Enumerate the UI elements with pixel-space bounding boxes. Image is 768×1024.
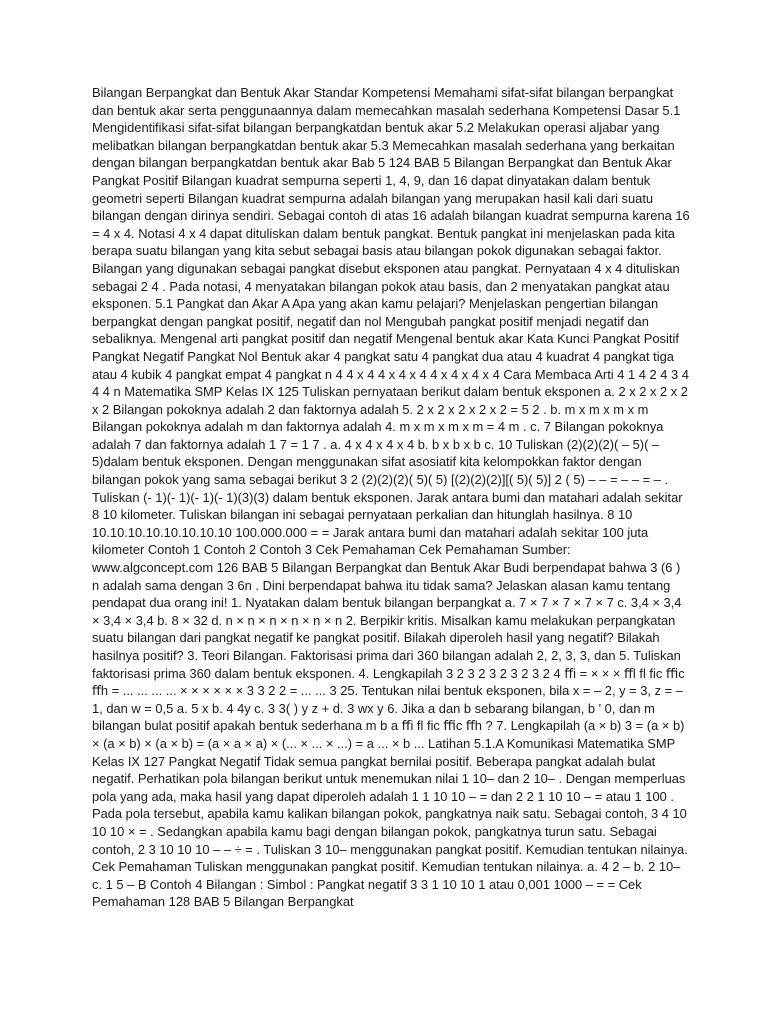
document-page xyxy=(92,84,690,911)
document-body-text: Bilangan Berpangkat dan Bentuk Akar Standar Kompetensi Memahami sifat-sifat bilangan berpangkat dan bentuk akar serta penggunaannya dalam memecahkan masalah sederhana Kompetensi Dasar 5.1 Mengidentifikasi sifat-sifat bilangan berpangkatdan bentuk akar 5.2 Melakukan operasi aljabar yang melibatkan bilangan berpangkatdan bentuk akar 5.3 Memecahkan masalah sederhana yang berkaitan dengan bilangan berpangkatdan bentuk akar Bab 5 124 BAB 5 Bilangan Berpangkat dan Bentuk Akar Pangkat Positif Bilangan kuadrat sempurna seperti 1, 4, 9, dan 16 dapat dinyatakan dalam bentuk geometri seperti Bilangan kuadrat sempurna adalah bilangan yang merupakan hasil kali dari suatu bilangan dengan dirinya sendiri. Sebagai contoh di atas 16 adalah bilangan kuadrat sempurna karena 16 = 4 x 4. Notasi 4 x 4 dapat dituliskan dalam bentuk pangkat. Bentuk pangkat ini menjelaskan pada kita berapa suatu bilangan yang kita sebut sebagai basis atau bilangan pokok digunakan sebagai faktor. Bilangan yang digunakan sebagai pangkat disebut eksponen atau pangkat. Pernyataan 4 x 4 dituliskan sebagai 2 4 . Pada notasi, 4 menyatakan bilangan pokok atau basis, dan 2 menyatakan pangkat atau eksponen. 5.1 Pangkat dan Akar A Apa yang akan kamu pelajari? Menjelaskan pengertian bilangan berpangkat dengan pangkat positif, negatif dan nol Mengubah pangkat positif menjadi negatif dan sebaliknya. Mengenal arti pangkat positif dan negatif Mengenal bentuk akar Kata Kunci Pangkat Positif Pangkat Negatif Pangkat Nol Bentuk akar 4 pangkat satu 4 pangkat dua atau 4 kuadrat 4 pangkat tiga atau 4 kubik 4 pangkat empat 4 pangkat n 4 4 x 4 4 x 4 x 4 4 x 4 x 4 x 4 Cara Membaca Arti 4 1 4 2 4 3 4 4 4 n Matematika SMP Kelas IX 125 Tuliskan pernyataan berikut dalam bentuk eksponen a. 2 x 2 x 2 x 2 x 2 Bilangan pokoknya adalah 2 dan faktornya adalah 5. 2 x 2 x 2 x 2 x 2 = 5 2 . b. m x m x m x m Bilangan pokoknya adalah m dan faktornya adalah 4. m x m x m x m = 4 m . c. 7 Bilangan pokoknya adalah 7 dan faktornya adalah 1 7 = 1 7 . a. 4 x 4 x 4 x 4 b. b x b x b c. 10 Tuliskan (2)(2)(2)( – 5)( – 5)dalam bentuk eksponen. Dengan menggunakan sifat asosiatif kita kelompokkan faktor dengan bilangan pokok yang sama sebagai berikut 3 2 (2)(2)(2)( 5)( 5) [(2)(2)(2)][( 5)( 5)] 2 ( 5) – – = – – = – . Tuliskan (- 1)(- 1)(- 1)(- 1)(3)(3) dalam bentuk eksponen. Jarak antara bumi dan matahari adalah sekitar 8 10 kilometer. Tuliskan bilangan ini sebagai pernyataan perkalian dan hitunglah hasilnya. 8 10 10.10.10.10.10.10.10.10 100.000.000 = = Jarak antara bumi dan matahari adalah sekitar 100 juta kilometer Contoh 1 Contoh 2 Contoh 3 Cek Pemahaman Cek Pemahaman Sumber: www.algconcept.com 126 BAB 5 Bilangan Berpangkat dan Bentuk Akar Budi berpendapat bahwa 3 (6 ) n adalah sama dengan 3 6n . Dini berpendapat bahwa itu tidak sama? Jelaskan alasan kamu tentang pendapat dua orang ini! 1. Nyatakan dalam bentuk bilangan berpangkat a. 7 × 7 × 7 × 7 × 7 c. 3,4 × 3,4 × 3,4 × 3,4 b. 8 × 32 d. n × n × n × n × n × n 2. Berpikir kritis. Misalkan kamu melakukan perpangkatan suatu bilangan dari pangkat negatif ke pangkat positif. Bilakah diperoleh hasil yang negatif? Bilakah hasilnya positif? 3. Teori Bilangan. Faktorisasi prima dari 360 bilangan adalah 2, 2, 3, 3, dan 5. Tuliskan faktorisasi prima 360 dalam bentuk eksponen. 4. Lengkapilah 3 2 3 2 3 2 3 2 3 2 4 ﬀi = × × × ﬀl ﬂ ﬁc ﬃc ﬀh = ... ... ... ... × × × × × × 3 3 2 2 = ... ... 3 25. Tentukan nilai bentuk eksponen, bila x = – 2, y = 3, z = – 1, dan w = 0,5 a. 5 x b. 4 4y c. 3 3( ) y z + d. 3 wx y 6. Jika a dan b sebarang bilangan, b ' 0, dan m bilangan bulat positif apakah bentuk sederhana m b a ﬀi ﬂ ﬁc ﬃc ﬀh ? 7. Lengkapilah (a × b) 3 = (a × b) × (a × b) × (a × b) = (a × a × a) × (... × ... × ...) = a ... × b ... Latihan 5.1.A Komunikasi Matematika SMP Kelas IX 127 Pangkat Negatif Tidak semua pangkat bernilai positif. Beberapa pangkat adalah bulat negatif. Perhatikan pola bilangan berikut untuk menemukan nilai 1 10– dan 2 10– . Dengan memperluas pola yang ada, maka hasil yang dapat diperoleh adalah 1 1 10 10 – = dan 2 2 1 10 10 – = atau 1 100 . Pada pola tersebut, apabila kamu kalikan bilangan pokok, pangkatnya naik satu. Sebagai contoh, 3 4 10 10 10 × = . Sedangkan apabila kamu bagi dengan bilangan pokok, pangkatnya turun satu. Sebagai contoh, 2 3 10 10 10 – – ÷ = . Tuliskan 3 10– menggunakan pangkat positif. Kemudian tentukan nilainya. Cek Pemahaman Tuliskan menggunakan pangkat positif. Kemudian tentukan nilainya. a. 4 2 – b. 2 10– c. 1 5 – B Contoh 4 Bilangan : Simbol : Pangkat negatif 3 3 1 10 10 1 atau 0,001 1000 – = = Cek Pemahaman 128 BAB 5 Bilangan Berpangkat xyxy=(92,85,690,910)
